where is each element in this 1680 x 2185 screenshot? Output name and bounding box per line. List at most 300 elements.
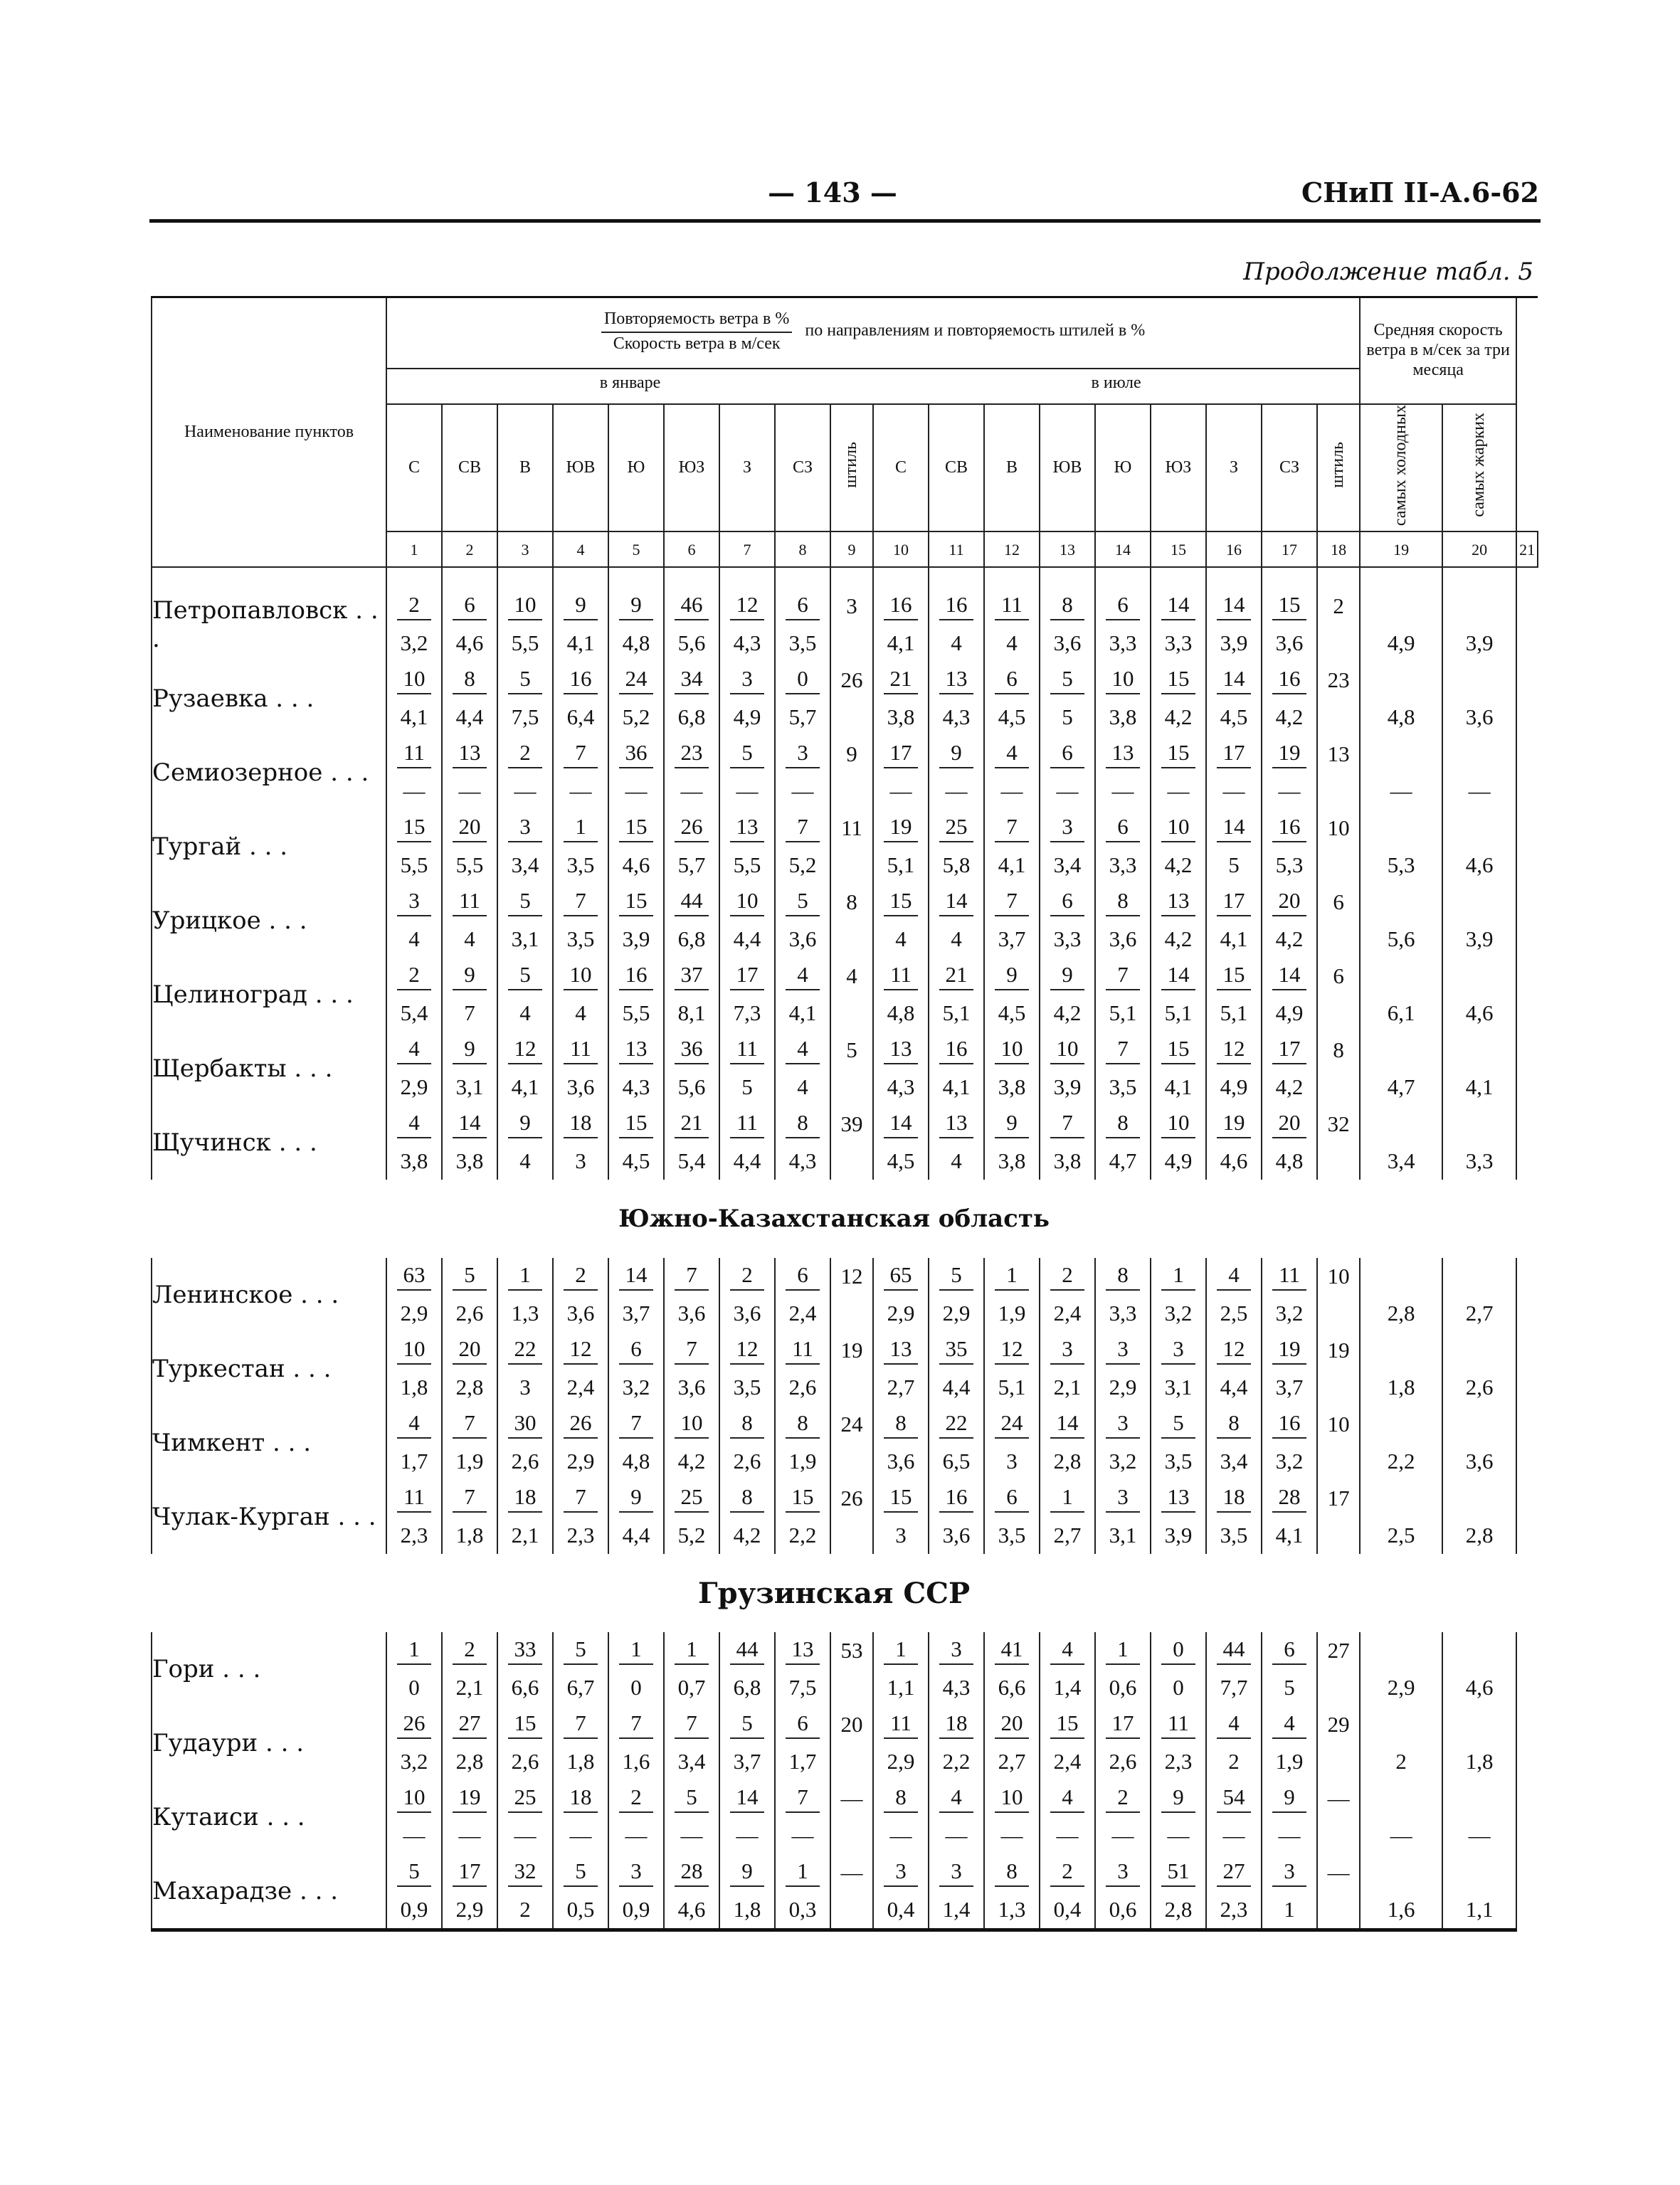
jan-speed-cell: 5,2 <box>775 847 830 884</box>
jan-speed-cell: 7,3 <box>719 995 775 1032</box>
jul-pct-cell-value: 16 <box>1272 1410 1306 1439</box>
jul-pct-cell <box>1206 1706 1262 1743</box>
jul-calm-cell: 27 <box>1317 1632 1360 1669</box>
jul-pct-cell-value: 24 <box>995 1410 1029 1439</box>
jul-pct-cell-value: 5 <box>1050 666 1084 694</box>
jul-speed-cell: 5,1 <box>929 995 984 1032</box>
jul-speed-cell: 0,6 <box>1095 1891 1151 1930</box>
jul-pct-cell-value: 6 <box>995 1484 1029 1513</box>
jan-speed-cell: 3,5 <box>553 847 608 884</box>
jan-pct-cell-value: 10 <box>397 1336 431 1365</box>
cold-cell-top <box>1360 1332 1442 1369</box>
jan-pct-cell <box>553 1480 608 1517</box>
jul-pct-cell <box>873 1258 929 1295</box>
spacer-cell <box>775 567 830 588</box>
jul-speed-cell: 5,8 <box>929 847 984 884</box>
jan-pct-cell-value: 5 <box>508 962 542 990</box>
leader-dots: . . . <box>307 980 354 1010</box>
jan-pct-cell <box>719 1406 775 1443</box>
jan-speed-cell: 6,7 <box>553 1669 608 1706</box>
avg-hot-cell: 2,8 <box>1442 1517 1516 1554</box>
jul-pct-cell-value: 1 <box>995 1262 1029 1291</box>
jan-pct-cell <box>553 1332 608 1369</box>
jul-pct-cell-value: 20 <box>995 1710 1029 1739</box>
jul-pct-cell-value: 14 <box>1161 962 1195 990</box>
column-number: 10 <box>873 531 929 567</box>
jul-pct-cell-value: 7 <box>995 814 1029 842</box>
jan-calm-cell: 4 <box>830 958 873 995</box>
jan-speed-cell: 2,2 <box>775 1517 830 1554</box>
cold-cell-top <box>1360 1406 1442 1443</box>
jul-speed-cell: 3,8 <box>1040 1143 1095 1180</box>
station-name-label: Туркестан <box>152 1355 285 1384</box>
leader-dots: . . . <box>265 1429 312 1458</box>
jul-speed-cell: 3,3 <box>1095 847 1151 884</box>
jan-pct-cell-value: 10 <box>397 1784 431 1813</box>
avg-cold-cell: 2,9 <box>1360 1669 1442 1706</box>
jul-speed-cell: 4,9 <box>1151 1143 1206 1180</box>
jan-speed-cell: 5,5 <box>497 625 553 662</box>
jul-pct-cell-value: 16 <box>1272 666 1306 694</box>
jul-pct-cell-value: 7 <box>1106 1036 1140 1064</box>
jan-speed-cell: 4,3 <box>608 1069 664 1106</box>
jul-pct-cell-value: 2 <box>1050 1858 1084 1887</box>
jan-speed-cell: — <box>386 773 442 810</box>
station-name-label: Урицкое <box>152 906 261 936</box>
jul-pct-cell <box>1040 1106 1095 1143</box>
jan-pct-cell-value: 9 <box>453 1036 487 1064</box>
jul-pct-cell <box>984 1854 1040 1891</box>
jul-pct-cell <box>1095 1706 1151 1743</box>
station-name <box>152 1258 386 1332</box>
jul-pct-cell <box>1262 1032 1317 1069</box>
jul-speed-cell: 4,5 <box>984 699 1040 736</box>
cold-cell-top <box>1360 884 1442 921</box>
jan-pct-cell-value: 7 <box>675 1262 709 1291</box>
jan-pct-cell <box>553 810 608 847</box>
jul-pct-cell <box>1151 958 1206 995</box>
jan-pct-cell-value: 10 <box>675 1410 709 1439</box>
jul-pct-cell <box>929 662 984 699</box>
jan-speed-cell: 2,9 <box>386 1295 442 1332</box>
jul-speed-cell: 1,9 <box>1262 1743 1317 1780</box>
jan-pct-cell <box>497 1032 553 1069</box>
jul-pct-cell <box>1040 588 1095 625</box>
jan-speed-cell: 5,7 <box>775 699 830 736</box>
jul-pct-cell-value: 20 <box>1272 1110 1306 1138</box>
jul-pct-cell-value: 19 <box>1272 1336 1306 1365</box>
jan-pct-cell <box>664 1332 719 1369</box>
spacer-cell <box>553 567 608 588</box>
jul-pct-cell-value: 41 <box>995 1636 1029 1665</box>
jul-pct-cell-value: 1 <box>1106 1636 1140 1665</box>
region-heading-row <box>152 1554 1538 1632</box>
avg-hot-cell: 4,1 <box>1442 1069 1516 1106</box>
jan-calm-blank <box>830 625 873 662</box>
jan-pct-cell-value: 33 <box>508 1636 542 1665</box>
jul-pct-cell-value: 13 <box>884 1336 918 1365</box>
jan-speed-cell: 4,3 <box>775 1143 830 1180</box>
spacer-cell <box>873 567 929 588</box>
jan-dir-2: В <box>497 404 553 532</box>
jan-pct-cell <box>553 1706 608 1743</box>
jan-pct-cell-value: 8 <box>786 1110 820 1138</box>
cold-cell-top <box>1360 1480 1442 1517</box>
jul-speed-cell: 2,8 <box>1151 1891 1206 1930</box>
jan-dir-4: Ю <box>608 404 664 532</box>
jul-pct-cell-value: 44 <box>1217 1636 1251 1665</box>
avg-cold-cell: 4,7 <box>1360 1069 1442 1106</box>
jul-pct-cell <box>984 736 1040 773</box>
avg-cold-cell: 3,4 <box>1360 1143 1442 1180</box>
jan-pct-cell-value: 5 <box>675 1784 709 1813</box>
avg-cold-cell: 4,8 <box>1360 699 1442 736</box>
jan-pct-cell-value: 7 <box>619 1710 653 1739</box>
jan-speed-cell: 3,8 <box>386 1143 442 1180</box>
jan-pct-cell-value: 2 <box>508 740 542 768</box>
jan-pct-cell-value: 11 <box>730 1036 764 1064</box>
jan-speed-cell: — <box>664 1817 719 1854</box>
jan-speed-cell: 3,1 <box>442 1069 497 1106</box>
jul-pct-cell-value: 7 <box>1106 962 1140 990</box>
jul-speed-cell: 4 <box>873 921 929 958</box>
jan-speed-cell: — <box>553 773 608 810</box>
jan-speed-cell: 3,2 <box>386 625 442 662</box>
hot-cell-top <box>1442 1106 1516 1143</box>
jul-calm-blank <box>1317 1891 1360 1930</box>
jul-pct-cell <box>1206 1332 1262 1369</box>
jul-pct-cell-value: 10 <box>1161 1110 1195 1138</box>
wind-data-table <box>151 296 1538 1932</box>
jan-calm-blank <box>830 1517 873 1554</box>
jul-pct-cell-value: 10 <box>1050 1036 1084 1064</box>
column-number: 1 <box>386 531 442 567</box>
jul-speed-cell: 3,3 <box>1151 625 1206 662</box>
jan-calm-cell: 26 <box>830 662 873 699</box>
jul-pct-cell <box>1206 884 1262 921</box>
jan-pct-cell-value: 5 <box>508 666 542 694</box>
jul-calm-cell: 6 <box>1317 884 1360 921</box>
jul-pct-cell-value: 7 <box>995 888 1029 916</box>
jan-pct-cell <box>775 884 830 921</box>
column-number: 9 <box>830 531 873 567</box>
jan-speed-cell: 5,5 <box>442 847 497 884</box>
jan-pct-cell <box>608 958 664 995</box>
avg-hot-cell: 1,1 <box>1442 1891 1516 1930</box>
jul-dir-8-label: штиль <box>1328 442 1348 488</box>
col-header-station: Наименование пунктов <box>152 297 386 568</box>
jan-pct-cell-value: 7 <box>786 814 820 842</box>
jul-speed-cell: — <box>1262 1817 1317 1854</box>
jul-pct-cell-value: 17 <box>1217 740 1251 768</box>
jul-pct-cell <box>1095 1032 1151 1069</box>
jul-pct-cell-value: 65 <box>884 1262 918 1291</box>
jul-pct-cell-value: 19 <box>1217 1110 1251 1138</box>
jan-pct-cell <box>553 1406 608 1443</box>
jul-pct-cell-value: 16 <box>939 592 973 620</box>
jan-speed-cell: 2,9 <box>553 1443 608 1480</box>
jul-speed-cell: 3,3 <box>1095 625 1151 662</box>
jan-pct-cell <box>386 1106 442 1143</box>
jan-pct-cell-value: 7 <box>564 1484 598 1513</box>
jul-pct-cell <box>984 1258 1040 1295</box>
spacer-cell <box>984 567 1040 588</box>
jan-pct-cell-value: 8 <box>786 1410 820 1439</box>
jan-pct-cell-value: 26 <box>564 1410 598 1439</box>
jul-pct-cell <box>1262 1632 1317 1669</box>
jul-pct-cell <box>984 1032 1040 1069</box>
jul-pct-cell-value: 11 <box>1161 1710 1195 1739</box>
station-name-label: Чулак-Курган <box>152 1503 330 1532</box>
station-row-pct <box>152 1854 1538 1891</box>
jan-pct-cell-value: 7 <box>564 1710 598 1739</box>
jul-dir-5: ЮЗ <box>1151 404 1206 532</box>
hot-cell-top <box>1442 736 1516 773</box>
jul-speed-cell: 1,9 <box>984 1295 1040 1332</box>
jul-pct-cell <box>929 1632 984 1669</box>
jan-calm-blank <box>830 699 873 736</box>
jul-pct-cell <box>929 1706 984 1743</box>
jul-pct-cell-value: 6 <box>1106 814 1140 842</box>
jul-speed-cell: 5 <box>1206 847 1262 884</box>
jan-speed-cell: 4 <box>775 1069 830 1106</box>
station-name <box>152 1780 386 1854</box>
jul-pct-cell-value: 9 <box>995 962 1029 990</box>
jan-speed-cell: 5,5 <box>719 847 775 884</box>
jan-speed-cell: 6,6 <box>497 1669 553 1706</box>
jul-speed-cell: 3,7 <box>984 921 1040 958</box>
jul-pct-cell <box>1262 1854 1317 1891</box>
jul-pct-cell <box>929 1032 984 1069</box>
jul-pct-cell-value: 3 <box>1272 1858 1306 1887</box>
station-row-pct <box>152 662 1538 699</box>
jul-pct-cell <box>984 1106 1040 1143</box>
jul-dir-2: В <box>984 404 1040 532</box>
jan-pct-cell-value: 1 <box>675 1636 709 1665</box>
jan-pct-cell-value: 4 <box>397 1410 431 1439</box>
jul-pct-cell <box>984 1480 1040 1517</box>
jan-speed-cell: 4,1 <box>775 995 830 1032</box>
jul-speed-cell: 3,6 <box>1262 625 1317 662</box>
jul-calm-cell: 2 <box>1317 588 1360 625</box>
jul-pct-cell-value: 8 <box>884 1784 918 1813</box>
jan-pct-cell-value: 44 <box>675 888 709 916</box>
hot-cell-top <box>1442 588 1516 625</box>
jan-pct-cell <box>719 1780 775 1817</box>
jul-speed-cell: 2,2 <box>929 1743 984 1780</box>
jul-speed-cell: — <box>984 1817 1040 1854</box>
jan-pct-cell <box>664 1032 719 1069</box>
jan-pct-cell <box>553 588 608 625</box>
jan-pct-cell-value: 44 <box>730 1636 764 1665</box>
jan-speed-cell: 5,5 <box>386 847 442 884</box>
jan-pct-cell <box>497 588 553 625</box>
jan-pct-cell-value: 16 <box>619 962 653 990</box>
cold-cell-top <box>1360 1780 1442 1817</box>
leader-dots: . . . <box>214 1655 261 1684</box>
jan-pct-cell <box>386 1406 442 1443</box>
jul-speed-cell: 2,9 <box>873 1743 929 1780</box>
jan-pct-cell <box>386 662 442 699</box>
spacer-cell <box>386 567 442 588</box>
jul-pct-cell <box>1095 1332 1151 1369</box>
jan-speed-cell: 3 <box>497 1369 553 1406</box>
avg-hot-cell: 2,6 <box>1442 1369 1516 1406</box>
jul-pct-cell-value: 3 <box>1161 1336 1195 1365</box>
jan-pct-cell-value: 11 <box>453 888 487 916</box>
jul-pct-cell <box>1095 1406 1151 1443</box>
jan-pct-cell-value: 5 <box>564 1858 598 1887</box>
jul-speed-cell: 3,8 <box>873 699 929 736</box>
avg-cold-cell: 6,1 <box>1360 995 1442 1032</box>
jan-speed-cell: 4,9 <box>719 699 775 736</box>
leader-dots: . . . <box>258 1729 305 1758</box>
jan-pct-cell <box>719 1258 775 1295</box>
jan-calm-cell: — <box>830 1780 873 1817</box>
jan-pct-cell-value: 4 <box>397 1036 431 1064</box>
jul-pct-cell-value: 15 <box>1217 962 1251 990</box>
jan-pct-cell <box>553 736 608 773</box>
jul-pct-cell-value: 8 <box>995 1858 1029 1887</box>
jan-pct-cell <box>497 1106 553 1143</box>
jul-speed-cell: 3,2 <box>1262 1295 1317 1332</box>
station-name-label: Семиозерное <box>152 758 323 788</box>
jan-pct-cell <box>608 662 664 699</box>
jan-speed-cell: 3,2 <box>608 1369 664 1406</box>
jan-pct-cell <box>442 810 497 847</box>
jul-speed-cell: 1,4 <box>1040 1669 1095 1706</box>
jul-speed-cell: 0,4 <box>1040 1891 1095 1930</box>
jan-pct-cell <box>386 1632 442 1669</box>
jul-pct-cell-value: 14 <box>1050 1410 1084 1439</box>
jan-pct-cell <box>386 588 442 625</box>
jan-speed-cell: 2,9 <box>386 1069 442 1106</box>
jul-speed-cell: 4,1 <box>984 847 1040 884</box>
column-number: 5 <box>608 531 664 567</box>
jan-pct-cell-value: 36 <box>675 1036 709 1064</box>
jan-speed-cell: 4,2 <box>719 1517 775 1554</box>
station-name <box>152 662 386 736</box>
jul-calm-cell: — <box>1317 1854 1360 1891</box>
jul-pct-cell-value: 10 <box>995 1784 1029 1813</box>
jan-speed-cell: 1,9 <box>442 1443 497 1480</box>
jul-calm-blank <box>1317 1517 1360 1554</box>
jul-pct-cell-value: 12 <box>1217 1036 1251 1064</box>
jul-pct-cell <box>1095 810 1151 847</box>
jan-pct-cell-value: 15 <box>397 814 431 842</box>
station-name-label: Кутаиси <box>152 1803 259 1832</box>
jan-pct-cell <box>664 884 719 921</box>
station-row-pct <box>152 884 1538 921</box>
jul-pct-cell <box>1151 1632 1206 1669</box>
jul-pct-cell-value: 0 <box>1161 1636 1195 1665</box>
jul-pct-cell <box>1206 810 1262 847</box>
jan-pct-cell-value: 12 <box>730 592 764 620</box>
jan-speed-cell: — <box>775 773 830 810</box>
jan-pct-cell <box>775 1480 830 1517</box>
jan-pct-cell-value: 5 <box>730 1710 764 1739</box>
jan-pct-cell-value: 14 <box>730 1784 764 1813</box>
avg-hot-cell: 3,3 <box>1442 1143 1516 1180</box>
jan-pct-cell <box>553 1032 608 1069</box>
avg-cold-cell: 2 <box>1360 1743 1442 1780</box>
station-name-label: Чимкент <box>152 1429 265 1458</box>
jul-speed-cell: — <box>1040 1817 1095 1854</box>
jan-pct-cell-value: 7 <box>453 1484 487 1513</box>
jul-speed-cell: 3,5 <box>1151 1443 1206 1480</box>
jul-pct-cell-value: 21 <box>884 666 918 694</box>
jul-pct-cell <box>984 1332 1040 1369</box>
jan-pct-cell <box>608 588 664 625</box>
jan-pct-cell-value: 14 <box>453 1110 487 1138</box>
jul-pct-cell-value: 15 <box>1161 740 1195 768</box>
jul-pct-cell <box>1262 1332 1317 1369</box>
jul-pct-cell <box>1040 1480 1095 1517</box>
jan-speed-cell: 1,8 <box>553 1743 608 1780</box>
jul-pct-cell-value: 19 <box>1272 740 1306 768</box>
hot-cell-top <box>1442 1332 1516 1369</box>
jul-pct-cell <box>1095 588 1151 625</box>
jul-pct-cell-value: 14 <box>884 1110 918 1138</box>
jul-speed-cell: 3,9 <box>1040 1069 1095 1106</box>
jan-speed-cell: 1,7 <box>775 1743 830 1780</box>
region-heading-cell <box>152 1554 1516 1632</box>
jul-calm-cell: — <box>1317 1780 1360 1817</box>
jul-calm-blank <box>1317 773 1360 810</box>
jul-speed-cell: 1,1 <box>873 1669 929 1706</box>
jul-speed-cell: 4,8 <box>1262 1143 1317 1180</box>
column-number: 12 <box>984 531 1040 567</box>
jan-pct-cell-value: 18 <box>564 1110 598 1138</box>
jan-pct-cell <box>386 810 442 847</box>
document-code: СНиП II-А.6-62 <box>1301 176 1539 208</box>
jul-pct-cell <box>1206 1780 1262 1817</box>
cold-cell-top <box>1360 1106 1442 1143</box>
jan-pct-cell-value: 8 <box>730 1410 764 1439</box>
jul-pct-cell <box>1206 1406 1262 1443</box>
cold-cell-top <box>1360 588 1442 625</box>
jan-pct-cell-value: 63 <box>397 1262 431 1291</box>
jan-pct-cell-value: 4 <box>397 1110 431 1138</box>
jan-pct-cell <box>497 736 553 773</box>
jul-calm-cell: 29 <box>1317 1706 1360 1743</box>
jul-pct-cell-value: 14 <box>1161 592 1195 620</box>
jan-speed-cell: — <box>442 1817 497 1854</box>
jul-speed-cell: 2,6 <box>1095 1743 1151 1780</box>
avg-hot-cell: — <box>1442 1817 1516 1854</box>
jan-pct-cell-value: 27 <box>453 1710 487 1739</box>
jul-speed-cell: 4,2 <box>1040 995 1095 1032</box>
region-heading-row <box>152 1180 1538 1258</box>
leader-dots: . . . <box>292 1877 339 1906</box>
jul-speed-cell: 2,7 <box>1040 1517 1095 1554</box>
jan-pct-cell-value: 9 <box>619 592 653 620</box>
jan-pct-cell-value: 46 <box>675 592 709 620</box>
station-row-pct <box>152 736 1538 773</box>
jul-pct-cell-value: 14 <box>1272 962 1306 990</box>
jan-pct-cell-value: 18 <box>564 1784 598 1813</box>
jan-pct-cell <box>553 1780 608 1817</box>
station-row-pct <box>152 1106 1538 1143</box>
jan-dir-8-label: штиль <box>842 442 861 488</box>
col-coldest-label: самых холодных <box>1391 404 1410 526</box>
jan-pct-cell <box>442 588 497 625</box>
jan-pct-cell-value: 10 <box>397 666 431 694</box>
jul-pct-cell <box>1206 1480 1262 1517</box>
jul-pct-cell-value: 6 <box>1050 888 1084 916</box>
jan-pct-cell <box>442 1854 497 1891</box>
jan-pct-cell-value: 3 <box>730 666 764 694</box>
